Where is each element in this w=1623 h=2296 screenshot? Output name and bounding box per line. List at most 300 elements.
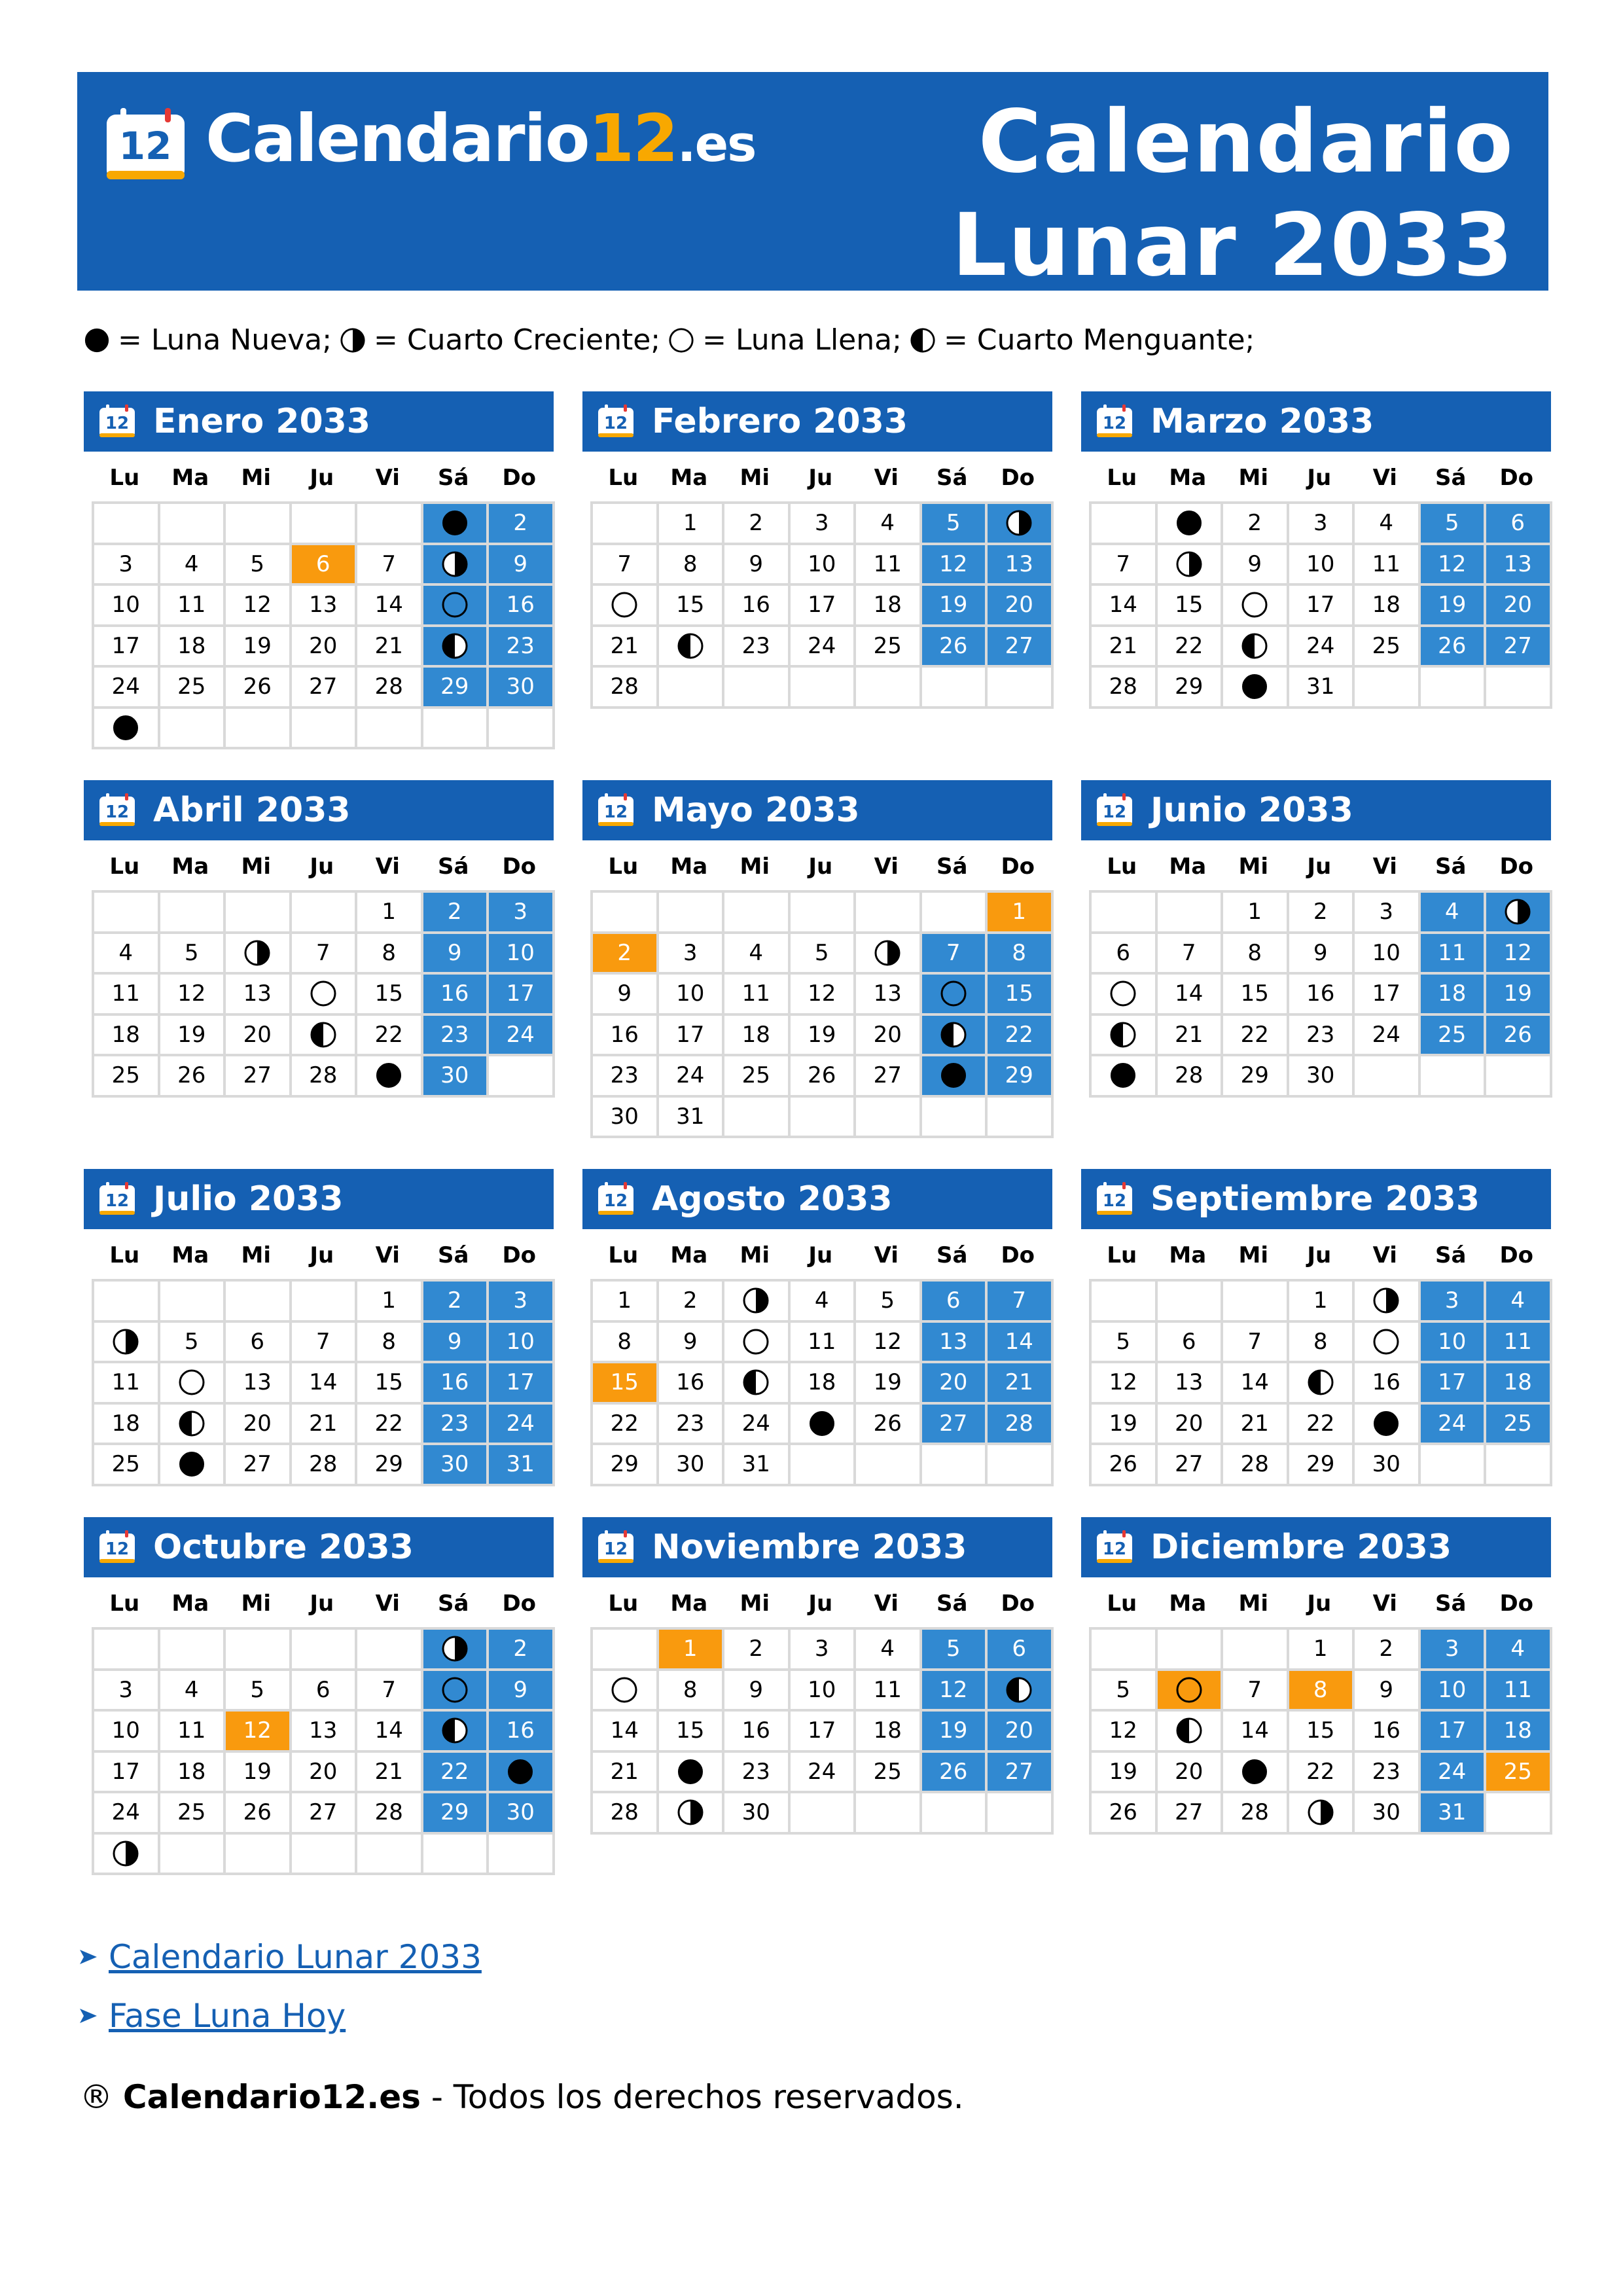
day-cell[interactable] [226, 1793, 292, 1835]
day-cell[interactable] [1289, 1753, 1355, 1794]
day-cell[interactable] [489, 504, 555, 545]
day-cell[interactable] [226, 545, 292, 586]
day-cell[interactable] [1223, 975, 1289, 1016]
day-cell[interactable] [1092, 586, 1158, 627]
day-cell[interactable] [1421, 934, 1487, 975]
day-cell[interactable] [922, 1712, 988, 1753]
day-cell[interactable] [988, 504, 1054, 545]
day-cell[interactable] [1289, 504, 1355, 545]
day-cell[interactable] [791, 1056, 857, 1098]
day-cell[interactable] [593, 1712, 659, 1753]
day-cell[interactable] [659, 627, 725, 668]
day-cell[interactable] [1355, 1793, 1421, 1835]
day-cell[interactable] [160, 975, 226, 1016]
day-cell[interactable] [1158, 668, 1224, 709]
day-cell[interactable] [1092, 668, 1158, 709]
day-cell[interactable] [856, 1405, 922, 1446]
day-cell[interactable] [1355, 934, 1421, 975]
day-cell[interactable] [292, 1712, 358, 1753]
day-cell[interactable] [922, 627, 988, 668]
day-cell[interactable] [357, 1323, 423, 1364]
day-cell[interactable] [226, 1363, 292, 1405]
day-cell[interactable] [659, 545, 725, 586]
day-cell[interactable] [423, 934, 490, 975]
day-cell[interactable] [988, 975, 1054, 1016]
day-cell[interactable] [988, 1712, 1054, 1753]
day-cell[interactable] [1289, 934, 1355, 975]
day-cell[interactable] [423, 1630, 490, 1671]
day-cell[interactable] [423, 1282, 490, 1323]
day-cell[interactable] [1289, 1056, 1355, 1098]
day-cell[interactable] [791, 975, 857, 1016]
day-cell[interactable] [724, 975, 791, 1016]
day-cell[interactable] [160, 1056, 226, 1098]
day-cell[interactable] [1421, 1016, 1487, 1057]
day-cell[interactable] [423, 975, 490, 1016]
day-cell[interactable] [593, 586, 659, 627]
day-cell[interactable] [292, 975, 358, 1016]
day-cell[interactable] [1092, 1405, 1158, 1446]
day-cell[interactable] [922, 1363, 988, 1405]
day-cell[interactable] [1421, 893, 1487, 934]
day-cell[interactable] [1289, 1712, 1355, 1753]
day-cell[interactable] [791, 586, 857, 627]
day-cell[interactable] [1355, 1712, 1421, 1753]
day-cell[interactable] [856, 1712, 922, 1753]
day-cell[interactable] [593, 1671, 659, 1712]
day-cell[interactable] [724, 1363, 791, 1405]
day-cell[interactable] [357, 1405, 423, 1446]
day-cell[interactable] [922, 504, 988, 545]
day-cell[interactable] [659, 1793, 725, 1835]
day-cell[interactable] [1289, 1016, 1355, 1057]
day-cell[interactable] [489, 975, 555, 1016]
day-cell[interactable] [489, 1793, 555, 1835]
day-cell[interactable] [1486, 1712, 1552, 1753]
day-cell[interactable] [1289, 1445, 1355, 1486]
day-cell[interactable] [226, 1056, 292, 1098]
day-cell[interactable] [357, 586, 423, 627]
day-cell[interactable] [1289, 545, 1355, 586]
day-cell[interactable] [357, 893, 423, 934]
day-cell[interactable] [988, 1753, 1054, 1794]
day-cell[interactable] [1223, 627, 1289, 668]
day-cell[interactable] [1092, 1753, 1158, 1794]
day-cell[interactable] [988, 545, 1054, 586]
day-cell[interactable] [922, 1016, 988, 1057]
day-cell[interactable] [1289, 1405, 1355, 1446]
day-cell[interactable] [226, 1712, 292, 1753]
day-cell[interactable] [1289, 586, 1355, 627]
day-cell[interactable] [1355, 1753, 1421, 1794]
day-cell[interactable] [226, 1445, 292, 1486]
day-cell[interactable] [791, 1753, 857, 1794]
day-cell[interactable] [489, 1016, 555, 1057]
day-cell[interactable] [659, 1671, 725, 1712]
day-cell[interactable] [1421, 1282, 1487, 1323]
day-cell[interactable] [724, 504, 791, 545]
day-cell[interactable] [724, 934, 791, 975]
day-cell[interactable] [659, 934, 725, 975]
day-cell[interactable] [988, 1363, 1054, 1405]
day-cell[interactable] [791, 627, 857, 668]
day-cell[interactable] [423, 545, 490, 586]
day-cell[interactable] [1355, 1323, 1421, 1364]
day-cell[interactable] [1223, 1445, 1289, 1486]
day-cell[interactable] [1486, 975, 1552, 1016]
day-cell[interactable] [94, 627, 160, 668]
day-cell[interactable] [922, 975, 988, 1016]
day-cell[interactable] [1158, 1016, 1224, 1057]
day-cell[interactable] [922, 545, 988, 586]
day-cell[interactable] [292, 1016, 358, 1057]
day-cell[interactable] [724, 1753, 791, 1794]
day-cell[interactable] [1289, 893, 1355, 934]
day-cell[interactable] [489, 1405, 555, 1446]
day-cell[interactable] [1223, 1405, 1289, 1446]
day-cell[interactable] [94, 975, 160, 1016]
day-cell[interactable] [724, 545, 791, 586]
day-cell[interactable] [226, 1753, 292, 1794]
day-cell[interactable] [94, 668, 160, 709]
day-cell[interactable] [659, 1098, 725, 1139]
day-cell[interactable] [988, 1016, 1054, 1057]
day-cell[interactable] [160, 627, 226, 668]
day-cell[interactable] [357, 1016, 423, 1057]
day-cell[interactable] [94, 709, 160, 750]
day-cell[interactable] [1421, 627, 1487, 668]
day-cell[interactable] [1092, 1671, 1158, 1712]
day-cell[interactable] [1355, 504, 1421, 545]
day-cell[interactable] [94, 1671, 160, 1712]
day-cell[interactable] [489, 1363, 555, 1405]
day-cell[interactable] [357, 1282, 423, 1323]
day-cell[interactable] [292, 1405, 358, 1446]
day-cell[interactable] [1355, 1363, 1421, 1405]
day-cell[interactable] [423, 668, 490, 709]
day-cell[interactable] [160, 1712, 226, 1753]
day-cell[interactable] [292, 1753, 358, 1794]
day-cell[interactable] [94, 1323, 160, 1364]
day-cell[interactable] [659, 975, 725, 1016]
day-cell[interactable] [659, 1363, 725, 1405]
day-cell[interactable] [659, 1712, 725, 1753]
day-cell[interactable] [659, 1405, 725, 1446]
day-cell[interactable] [856, 1363, 922, 1405]
day-cell[interactable] [489, 893, 555, 934]
day-cell[interactable] [1289, 627, 1355, 668]
day-cell[interactable] [988, 627, 1054, 668]
day-cell[interactable] [94, 1056, 160, 1098]
day-cell[interactable] [292, 1793, 358, 1835]
day-cell[interactable] [1355, 893, 1421, 934]
day-cell[interactable] [1223, 586, 1289, 627]
day-cell[interactable] [724, 1056, 791, 1098]
day-cell[interactable] [1158, 1405, 1224, 1446]
day-cell[interactable] [357, 627, 423, 668]
day-cell[interactable] [856, 975, 922, 1016]
day-cell[interactable] [357, 1445, 423, 1486]
day-cell[interactable] [1158, 627, 1224, 668]
day-cell[interactable] [1158, 586, 1224, 627]
day-cell[interactable] [659, 1323, 725, 1364]
day-cell[interactable] [423, 504, 490, 545]
day-cell[interactable] [856, 627, 922, 668]
day-cell[interactable] [988, 1282, 1054, 1323]
day-cell[interactable] [423, 627, 490, 668]
day-cell[interactable] [856, 1323, 922, 1364]
day-cell[interactable] [1421, 1753, 1487, 1794]
day-cell[interactable] [1223, 1016, 1289, 1057]
day-cell[interactable] [1355, 1445, 1421, 1486]
day-cell[interactable] [791, 1712, 857, 1753]
day-cell[interactable] [988, 1056, 1054, 1098]
day-cell[interactable] [226, 668, 292, 709]
day-cell[interactable] [423, 1753, 490, 1794]
day-cell[interactable] [724, 1671, 791, 1712]
day-cell[interactable] [856, 1056, 922, 1098]
day-cell[interactable] [1092, 934, 1158, 975]
day-cell[interactable] [1421, 1630, 1487, 1671]
day-cell[interactable] [423, 1016, 490, 1057]
day-cell[interactable] [357, 1753, 423, 1794]
day-cell[interactable] [724, 1712, 791, 1753]
day-cell[interactable] [922, 586, 988, 627]
day-cell[interactable] [423, 1445, 490, 1486]
day-cell[interactable] [489, 934, 555, 975]
day-cell[interactable] [94, 1793, 160, 1835]
day-cell[interactable] [724, 1405, 791, 1446]
day-cell[interactable] [292, 627, 358, 668]
day-cell[interactable] [1158, 934, 1224, 975]
day-cell[interactable] [593, 1056, 659, 1098]
day-cell[interactable] [160, 1753, 226, 1794]
day-cell[interactable] [489, 545, 555, 586]
day-cell[interactable] [1421, 504, 1487, 545]
day-cell[interactable] [1421, 1323, 1487, 1364]
day-cell[interactable] [922, 1405, 988, 1446]
day-cell[interactable] [160, 1016, 226, 1057]
day-cell[interactable] [1486, 1405, 1552, 1446]
day-cell[interactable] [423, 1405, 490, 1446]
day-cell[interactable] [1421, 1793, 1487, 1835]
day-cell[interactable] [724, 1445, 791, 1486]
day-cell[interactable] [593, 668, 659, 709]
day-cell[interactable] [791, 1363, 857, 1405]
day-cell[interactable] [1486, 1671, 1552, 1712]
day-cell[interactable] [292, 1445, 358, 1486]
day-cell[interactable] [791, 504, 857, 545]
day-cell[interactable] [1421, 586, 1487, 627]
day-cell[interactable] [423, 893, 490, 934]
day-cell[interactable] [724, 1323, 791, 1364]
day-cell[interactable] [160, 1793, 226, 1835]
day-cell[interactable] [724, 1630, 791, 1671]
day-cell[interactable] [94, 1753, 160, 1794]
day-cell[interactable] [1092, 1793, 1158, 1835]
day-cell[interactable] [1223, 545, 1289, 586]
day-cell[interactable] [1158, 1753, 1224, 1794]
day-cell[interactable] [791, 934, 857, 975]
day-cell[interactable] [922, 1056, 988, 1098]
day-cell[interactable] [160, 1323, 226, 1364]
day-cell[interactable] [1223, 1323, 1289, 1364]
day-cell[interactable] [593, 975, 659, 1016]
day-cell[interactable] [489, 1445, 555, 1486]
day-cell[interactable] [1486, 1282, 1552, 1323]
day-cell[interactable] [1158, 504, 1224, 545]
day-cell[interactable] [357, 1363, 423, 1405]
day-cell[interactable] [489, 1282, 555, 1323]
day-cell[interactable] [1223, 504, 1289, 545]
day-cell[interactable] [226, 1405, 292, 1446]
day-cell[interactable] [1158, 545, 1224, 586]
day-cell[interactable] [1158, 1363, 1224, 1405]
day-cell[interactable] [659, 1445, 725, 1486]
day-cell[interactable] [1486, 934, 1552, 975]
day-cell[interactable] [423, 1793, 490, 1835]
day-cell[interactable] [593, 1323, 659, 1364]
day-cell[interactable] [724, 627, 791, 668]
day-cell[interactable] [1486, 893, 1552, 934]
day-cell[interactable] [856, 1671, 922, 1712]
day-cell[interactable] [593, 934, 659, 975]
day-cell[interactable] [1223, 1793, 1289, 1835]
day-cell[interactable] [1421, 975, 1487, 1016]
day-cell[interactable] [1223, 934, 1289, 975]
day-cell[interactable] [1355, 1405, 1421, 1446]
day-cell[interactable] [423, 1363, 490, 1405]
day-cell[interactable] [593, 545, 659, 586]
day-cell[interactable] [1158, 1056, 1224, 1098]
day-cell[interactable] [489, 1323, 555, 1364]
day-cell[interactable] [1355, 1671, 1421, 1712]
day-cell[interactable] [94, 586, 160, 627]
day-cell[interactable] [226, 586, 292, 627]
day-cell[interactable] [1158, 1712, 1224, 1753]
day-cell[interactable] [423, 1712, 490, 1753]
day-cell[interactable] [292, 1671, 358, 1712]
day-cell[interactable] [988, 1630, 1054, 1671]
day-cell[interactable] [1421, 1405, 1487, 1446]
day-cell[interactable] [856, 934, 922, 975]
day-cell[interactable] [226, 1671, 292, 1712]
day-cell[interactable] [1355, 975, 1421, 1016]
day-cell[interactable] [856, 586, 922, 627]
day-cell[interactable] [1355, 1630, 1421, 1671]
day-cell[interactable] [593, 627, 659, 668]
day-cell[interactable] [1092, 975, 1158, 1016]
day-cell[interactable] [1092, 545, 1158, 586]
day-cell[interactable] [724, 1282, 791, 1323]
day-cell[interactable] [1421, 545, 1487, 586]
day-cell[interactable] [357, 668, 423, 709]
day-cell[interactable] [1289, 1282, 1355, 1323]
day-cell[interactable] [1223, 1712, 1289, 1753]
day-cell[interactable] [593, 1098, 659, 1139]
day-cell[interactable] [292, 586, 358, 627]
day-cell[interactable] [226, 627, 292, 668]
day-cell[interactable] [791, 1016, 857, 1057]
day-cell[interactable] [593, 1405, 659, 1446]
day-cell[interactable] [593, 1016, 659, 1057]
day-cell[interactable] [988, 1405, 1054, 1446]
day-cell[interactable] [1092, 1016, 1158, 1057]
day-cell[interactable] [1158, 975, 1224, 1016]
day-cell[interactable] [357, 934, 423, 975]
day-cell[interactable] [160, 1445, 226, 1486]
day-cell[interactable] [94, 1405, 160, 1446]
day-cell[interactable] [94, 934, 160, 975]
day-cell[interactable] [856, 545, 922, 586]
day-cell[interactable] [1223, 668, 1289, 709]
day-cell[interactable] [856, 1753, 922, 1794]
day-cell[interactable] [856, 1016, 922, 1057]
day-cell[interactable] [357, 1793, 423, 1835]
day-cell[interactable] [357, 1671, 423, 1712]
day-cell[interactable] [292, 934, 358, 975]
day-cell[interactable] [1355, 545, 1421, 586]
day-cell[interactable] [724, 1016, 791, 1057]
day-cell[interactable] [94, 545, 160, 586]
day-cell[interactable] [922, 1671, 988, 1712]
day-cell[interactable] [659, 1016, 725, 1057]
day-cell[interactable] [160, 934, 226, 975]
day-cell[interactable] [988, 1323, 1054, 1364]
day-cell[interactable] [791, 545, 857, 586]
day-cell[interactable] [160, 1405, 226, 1446]
day-cell[interactable] [489, 1630, 555, 1671]
day-cell[interactable] [922, 934, 988, 975]
day-cell[interactable] [1486, 1016, 1552, 1057]
day-cell[interactable] [659, 1753, 725, 1794]
day-cell[interactable] [423, 586, 490, 627]
day-cell[interactable] [856, 504, 922, 545]
day-cell[interactable] [489, 668, 555, 709]
day-cell[interactable] [1223, 1363, 1289, 1405]
day-cell[interactable] [1486, 586, 1552, 627]
day-cell[interactable] [1421, 1363, 1487, 1405]
day-cell[interactable] [489, 1712, 555, 1753]
day-cell[interactable] [1355, 627, 1421, 668]
day-cell[interactable] [1289, 668, 1355, 709]
day-cell[interactable] [724, 586, 791, 627]
day-cell[interactable] [791, 1671, 857, 1712]
day-cell[interactable] [357, 1712, 423, 1753]
moon-today-link[interactable]: Fase Luna Hoy [109, 1997, 346, 2035]
day-cell[interactable] [659, 586, 725, 627]
day-cell[interactable] [922, 1282, 988, 1323]
day-cell[interactable] [160, 668, 226, 709]
day-cell[interactable] [1486, 504, 1552, 545]
day-cell[interactable] [922, 1753, 988, 1794]
day-cell[interactable] [791, 1323, 857, 1364]
day-cell[interactable] [1223, 1753, 1289, 1794]
day-cell[interactable] [724, 1793, 791, 1835]
day-cell[interactable] [1092, 627, 1158, 668]
day-cell[interactable] [791, 1282, 857, 1323]
day-cell[interactable] [659, 1630, 725, 1671]
day-cell[interactable] [1158, 1671, 1224, 1712]
day-cell[interactable] [1289, 1630, 1355, 1671]
day-cell[interactable] [988, 893, 1054, 934]
day-cell[interactable] [292, 1323, 358, 1364]
day-cell[interactable] [791, 1405, 857, 1446]
day-cell[interactable] [226, 1016, 292, 1057]
day-cell[interactable] [423, 1671, 490, 1712]
day-cell[interactable] [1092, 1363, 1158, 1405]
day-cell[interactable] [1421, 1712, 1487, 1753]
